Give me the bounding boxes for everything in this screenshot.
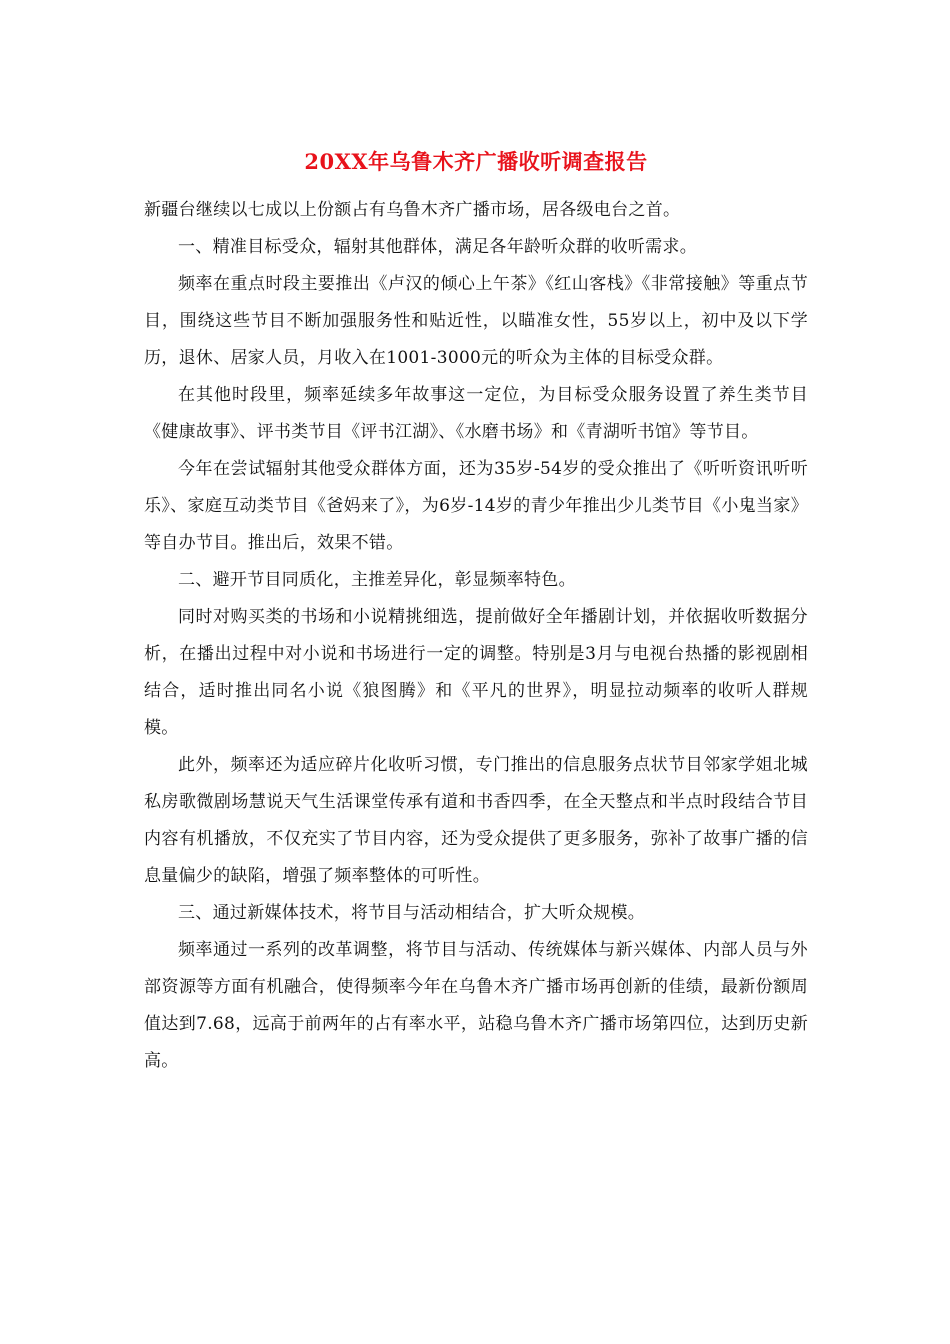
document-title: 20XX年乌鲁木齐广播收听调查报告 xyxy=(304,149,648,174)
paragraph: 今年在尝试辐射其他受众群体方面，还为35岁-54岁的受众推出了《听听资讯听听乐》、家庭互动类节目《爸妈来了》，为6岁-14岁的青少年推出少儿类节目《小鬼当家》等自办节目。推出后，效果不错。 xyxy=(144,459,808,553)
section-heading-3: 三、通过新媒体技术，将节目与活动相结合，扩大听众规模。 xyxy=(178,903,646,923)
paragraph-summary: 新疆台继续以七成以上份额占有乌鲁木齐广播市场，居各级电台之首。 xyxy=(144,200,681,220)
paragraph: 在其他时段里，频率延续多年故事这一定位，为目标受众服务设置了养生类节目《健康故事》、评书类节目《评书江湖》、《水磨书场》和《青湖听书馆》等节目。 xyxy=(144,385,808,442)
document-page xyxy=(144,146,808,1080)
paragraph: 频率通过一系列的改革调整，将节目与活动、传统媒体与新兴媒体、内部人员与外部资源等方面有机融合，使得频率今年在乌鲁木齐广播市场再创新的佳绩，最新份额周值达到7.68，远高于前两年的占有率水平，站稳乌鲁木齐广播市场第四位，达到历史新高。 xyxy=(144,940,808,1071)
section-heading-1: 一、精准目标受众，辐射其他群体，满足各年龄听众群的收听需求。 xyxy=(178,237,697,257)
section-heading-2: 二、避开节目同质化，主推差异化，彰显频率特色。 xyxy=(178,570,576,590)
paragraph: 频率在重点时段主要推出《卢汉的倾心上午茶》《红山客栈》《非常接触》等重点节目，围绕这些节目不断加强服务性和贴近性，以瞄准女性，55岁以上，初中及以下学历，退休、居家人员，月收入在1001-3000元的听众为主体的目标受众群。 xyxy=(144,274,808,368)
paragraph: 同时对购买类的书场和小说精挑细选，提前做好全年播剧计划，并依据收听数据分析，在播出过程中对小说和书场进行一定的调整。特别是3月与电视台热播的影视剧相结合，适时推出同名小说《狼图腾》和《平凡的世界》，明显拉动频率的收听人群规模。 xyxy=(144,607,808,738)
paragraph: 此外，频率还为适应碎片化收听习惯，专门推出的信息服务点状节目邻家学姐北城私房歌微剧场慧说天气生活课堂传承有道和书香四季，在全天整点和半点时段结合节目内容有机播放，不仅充实了节目内容，还为受众提供了更多服务，弥补了故事广播的信息量偏少的缺陷，增强了频率整体的可听性。 xyxy=(144,755,808,886)
